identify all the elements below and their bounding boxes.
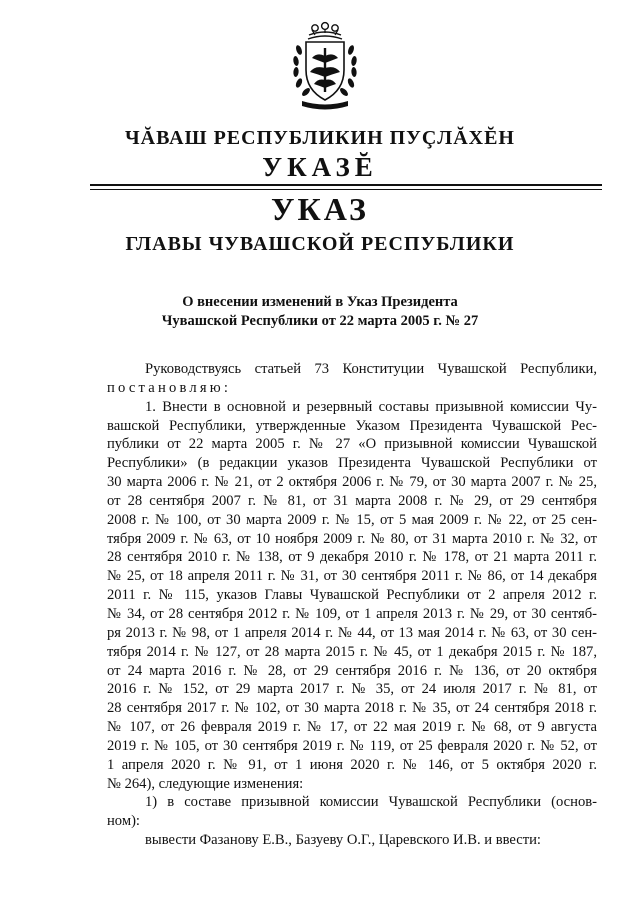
body-line: № 25, от 18 апреля 2011 г. № 31, от 30 сентября 2011 г. № 86, от 14 декабря	[107, 568, 597, 585]
coat-of-arms-emblem	[290, 8, 360, 118]
body-line: постановляю:	[107, 379, 232, 396]
body-line: тября 2014 г. № 127, от 28 марта 2015 г. № 45, от 1 декабря 2015 г. № 187,	[107, 643, 597, 660]
body-line: ря 2013 г. № 98, от 1 апреля 2014 г. № 44, от 13 мая 2014 г. № 63, от 30 сен-	[107, 624, 597, 641]
body-line: 1) в составе призывной комиссии Чувашской Республики (основ-	[145, 794, 597, 811]
body-line: от 24 марта 2016 г. № 28, от 29 сентября 2016 г. № 136, от 20 октября	[107, 662, 597, 679]
header-head-of-republic: ГЛАВЫ ЧУВАШСКОЙ РЕСПУБЛИКИ	[125, 233, 515, 255]
body-line: 2011 г. № 115, указов Главы Чувашской Республики от 2 апреля 2012 г.	[107, 587, 597, 604]
body-line: № 107, от 26 февраля 2019 г. № 17, от 22 мая 2019 г. № 68, от 9 августа	[107, 719, 597, 736]
document-title-line-1: О внесении изменений в Указ Президента	[182, 294, 458, 310]
body-line: Руководствуясь статьей 73 Конституции Чувашской Республики,	[145, 361, 597, 377]
body-line: № 264), следующие изменения:	[107, 775, 304, 792]
header-chuvash-decree: УКАЗĔ	[262, 152, 378, 182]
body-line: ном):	[107, 813, 140, 830]
document-body	[107, 360, 597, 850]
body-line: 30 марта 2006 г. № 21, от 2 октября 2006 г. № 79, от 30 марта 2007 г. № 25,	[107, 474, 597, 491]
body-line: 2016 г. № 152, от 29 марта 2017 г. № 35, от 24 июля 2017 г. № 81, от	[107, 681, 597, 698]
body-line: 1 апреля 2020 г. № 91, от 1 июня 2020 г. № 146, от 5 октября 2020 г.	[107, 756, 597, 773]
body-line: Республики» (в редакции указов Президента Чувашской Республики от	[107, 455, 597, 472]
body-line: тября 2009 г. № 63, от 10 ноября 2009 г. № 80, от 31 марта 2010 г. № 32, от	[107, 530, 597, 547]
header-chuvash-title: ЧĂВАШ РЕСПУБЛИКИН ПУÇЛĂХĔН	[124, 127, 515, 149]
body-line: от 28 сентября 2007 г. № 81, от 31 марта 2008 г. № 29, от 29 сентября	[107, 492, 597, 509]
body-line: 1. Внести в основной и резервный составы призывной комиссии Чу-	[145, 398, 597, 415]
body-line: 28 сентября 2017 г. № 102, от 30 марта 2018 г. № 35, от 24 сентября 2018 г.	[107, 700, 597, 717]
emblem-icon	[290, 8, 360, 118]
header-divider	[90, 184, 602, 186]
body-line: 2019 г. № 105, от 30 сентября 2019 г. № 119, от 25 февраля 2020 г. № 52, от	[107, 737, 597, 754]
body-line: 2008 г. № 100, от 30 марта 2009 г. № 15, от 5 мая 2009 г. № 22, от 25 сен-	[107, 511, 597, 528]
body-line: вашской Республики, утвержденные Указом Президента Чувашской Рес-	[107, 417, 597, 434]
body-line: вывести Фазанову Е.В., Базуеву О.Г., Царевского И.В. и ввести:	[145, 832, 541, 849]
body-line: публики от 22 марта 2005 г. № 27 «О призывной комиссии Чувашской	[107, 436, 597, 453]
header-divider-thin	[90, 189, 602, 190]
header-decree: УКАЗ	[271, 191, 369, 227]
body-line: № 34, от 28 сентября 2012 г. № 109, от 1 апреля 2013 г. № 29, от 30 сентяб-	[107, 605, 597, 622]
body-line: 28 сентября 2010 г. № 138, от 9 декабря 2010 г. № 178, от 21 марта 2011 г.	[107, 549, 597, 566]
document-title-line-2: Чувашской Республики от 22 марта 2005 г. № 27	[161, 313, 479, 329]
